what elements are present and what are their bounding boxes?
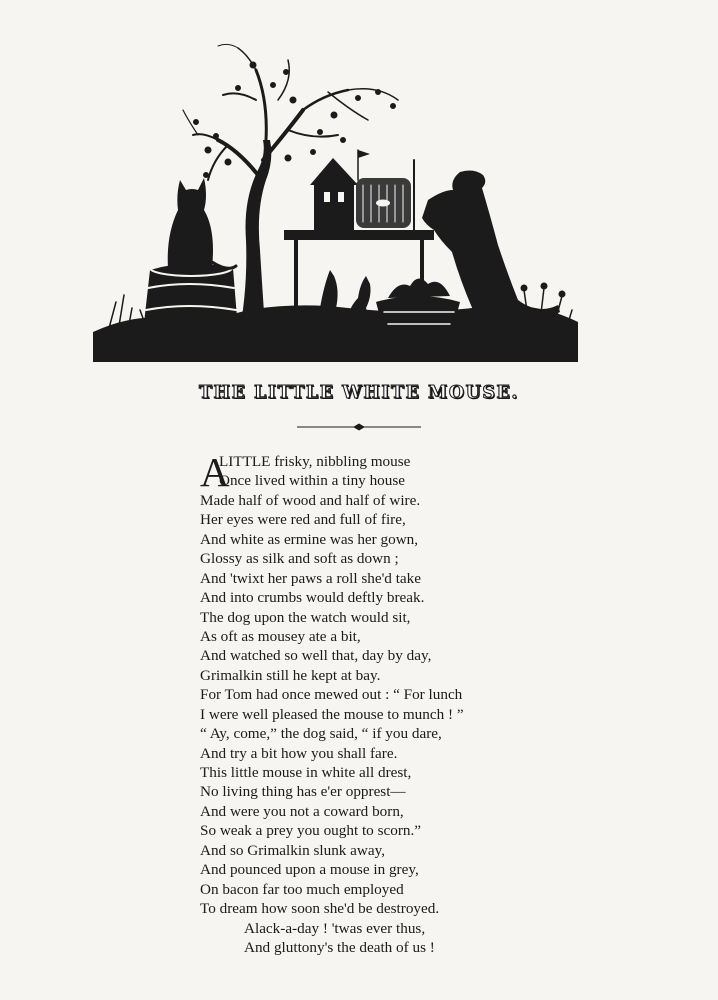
poem-line: LITTLE frisky, nibbling mouse [219, 453, 411, 470]
rule-ornament-icon [297, 422, 421, 432]
poem-line: “ Ay, come,” the dog said, “ if you dare, [200, 725, 442, 743]
poem-line: And into crumbs would deftly break. [200, 589, 425, 607]
poem-line: And gluttony's the death of us ! [244, 938, 435, 956]
poem-line: Grimalkin still he kept at bay. [200, 666, 381, 684]
drop-cap: A [200, 449, 230, 495]
poem-body [200, 449, 620, 957]
poem-title: THE LITTLE WHITE MOUSE. [199, 383, 519, 403]
poem-line: And so Grimalkin slunk away, [200, 841, 386, 859]
poem-line: Alack-a-day ! 'twas ever thus, [244, 919, 426, 937]
poem-line: On bacon far too much employed [200, 880, 404, 898]
poem-line: Once lived within a tiny house [219, 472, 406, 490]
poem-line: And watched so well that, day by day, [200, 647, 432, 665]
poem-line: For Tom had once mewed out : “ For lunch [200, 686, 463, 704]
poem-line: No living thing has e'er opprest— [200, 783, 406, 801]
poem-line: And were you not a coward born, [200, 802, 404, 820]
poem-line: As oft as mousey ate a bit, [200, 627, 361, 645]
poem-line: The dog upon the watch would sit, [200, 608, 411, 626]
poem-line: Her eyes were red and full of fire, [200, 511, 406, 529]
silhouette-illustration [88, 40, 583, 370]
poem-line: This little mouse in white all drest, [200, 764, 412, 781]
poem-line: Made half of wood and half of wire. [200, 491, 421, 509]
poem-line: I were well pleased the mouse to munch ! ” [200, 705, 464, 723]
poem-line: And try a bit how you shall fare. [200, 744, 398, 762]
poem-line: And 'twixt her paws a roll she'd take [200, 569, 421, 587]
poem-line: And pounced upon a mouse in grey, [200, 861, 419, 879]
poem-line: So weak a prey you ought to scorn.” [200, 822, 422, 840]
poem-line: Glossy as silk and soft as down ; [200, 550, 399, 568]
poem-line: And white as ermine was her gown, [200, 530, 419, 548]
poem-line: To dream how soon she'd be destroyed. [200, 900, 440, 918]
